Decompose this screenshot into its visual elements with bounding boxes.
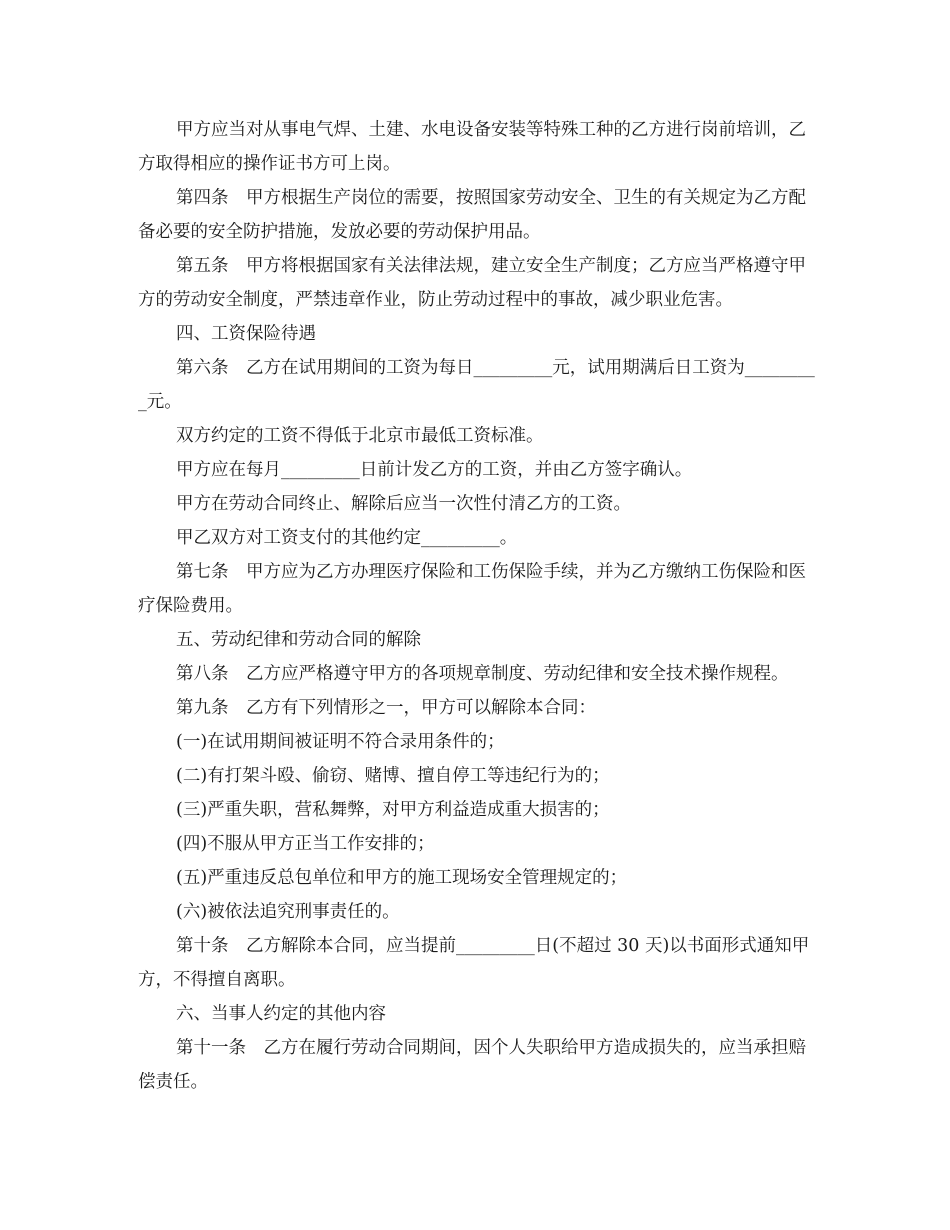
paragraph-other-wage-terms: 甲乙双方对工资支付的其他约定_________。	[176, 528, 518, 548]
paragraph-pay-day: 甲方应在每月_________日前计发乙方的工资，并由乙方签字确认。	[176, 460, 693, 480]
section-heading-other: 六、当事人约定的其他内容	[176, 1004, 386, 1024]
paragraph-article-7: 第七条 甲方应为乙方办理医疗保险和工伤保险手续，并为乙方缴纳工伤保险和医疗保险费用。	[138, 562, 806, 616]
paragraph-final-pay: 甲方在劳动合同终止、解除后应当一次性付清乙方的工资。	[176, 494, 631, 514]
paragraph-article-8: 第八条 乙方应严格遵守甲方的各项规章制度、劳动纪律和安全技术操作规程。	[176, 664, 789, 684]
paragraph-training: 甲方应当对从事电气焊、土建、水电设备安装等特殊工种的乙方进行岗前培训，乙方取得相应的操作证书方可上岗。	[138, 120, 806, 174]
list-item-6: (六)被依法追究刑事责任的。	[176, 902, 400, 922]
paragraph-article-10: 第十条 乙方解除本合同，应当提前_________日(不超过 30 天)以书面形式通知甲方，不得擅自离职。	[138, 936, 810, 990]
paragraph-minimum-wage: 双方约定的工资不得低于北京市最低工资标准。	[176, 426, 544, 446]
section-heading-wages: 四、工资保险待遇	[176, 324, 316, 344]
list-item-1: (一)在试用期间被证明不符合录用条件的；	[176, 732, 505, 752]
section-heading-discipline: 五、劳动纪律和劳动合同的解除	[176, 630, 421, 650]
paragraph-article-5: 第五条 甲方将根据国家有关法律法规，建立安全生产制度；乙方应当严格遵守甲方的劳动安全制度，严禁违章作业，防止劳动过程中的事故，减少职业危害。	[138, 256, 806, 310]
list-item-2: (二)有打架斗殴、偷窃、赌博、擅自停工等违纪行为的；	[176, 766, 610, 786]
paragraph-article-4: 第四条 甲方根据生产岗位的需要，按照国家劳动安全、卫生的有关规定为乙方配备必要的安全防护措施，发放必要的劳动保护用品。	[138, 188, 806, 242]
paragraph-article-6: 第六条 乙方在试用期间的工资为每日_________元，试用期满后日工资为_________元。	[138, 358, 815, 412]
paragraph-article-11: 第十一条 乙方在履行劳动合同期间，因个人失职给甲方造成损失的，应当承担赔偿责任。	[138, 1038, 806, 1092]
list-item-4: (四)不服从甲方正当工作安排的；	[176, 834, 435, 854]
list-item-5: (五)严重违反总包单位和甲方的施工现场安全管理规定的；	[176, 868, 628, 888]
paragraph-article-9: 第九条 乙方有下列情形之一，甲方可以解除本合同：	[176, 698, 596, 718]
list-item-3: (三)严重失职，营私舞弊，对甲方利益造成重大损害的；	[176, 800, 610, 820]
document-body	[138, 113, 818, 1099]
